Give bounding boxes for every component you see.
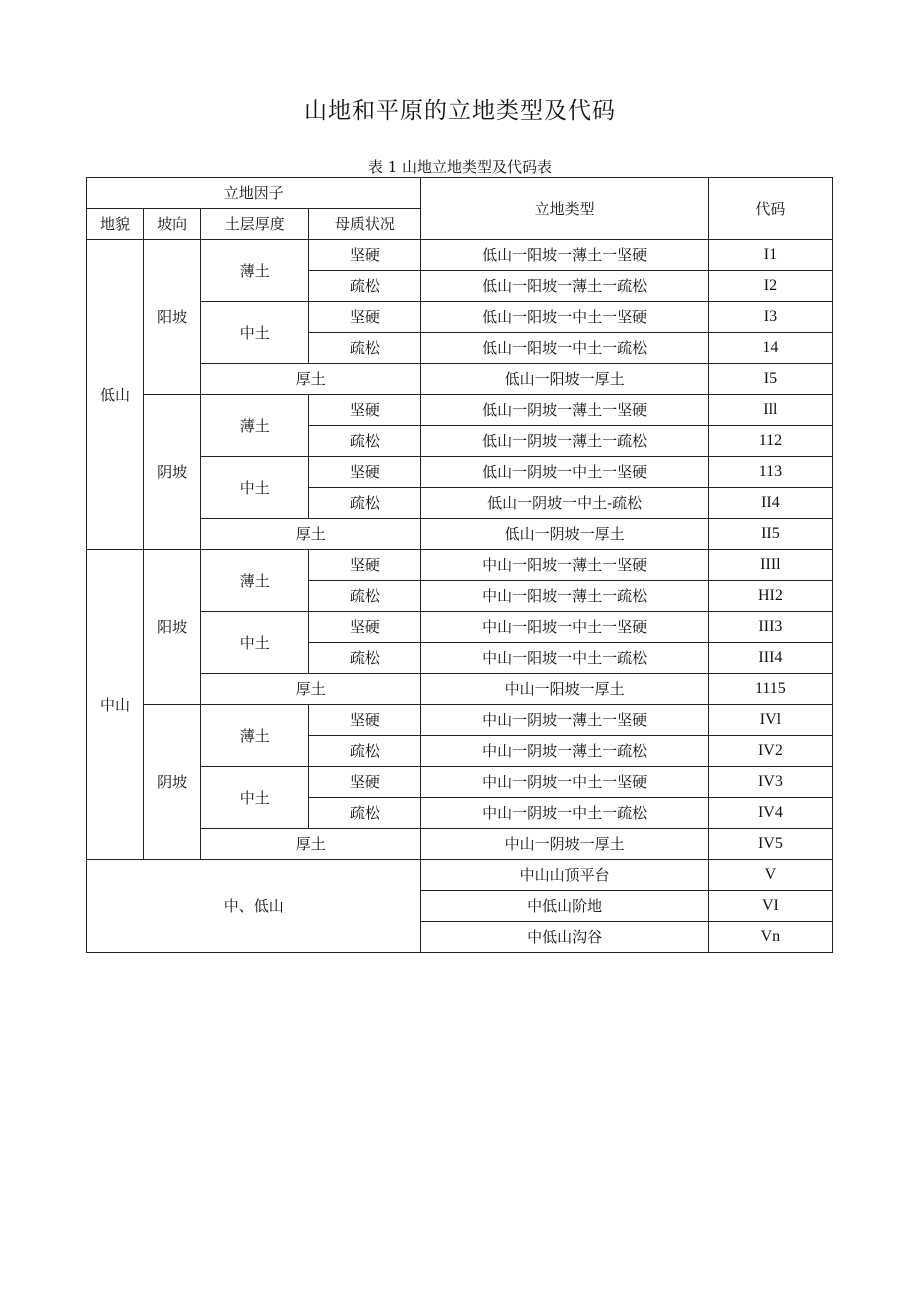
soil-depth-cell: 薄土 xyxy=(201,705,309,767)
soil-depth-cell: 中土 xyxy=(201,612,309,674)
code-cell: I2 xyxy=(708,271,832,302)
header-parent-material: 母质状况 xyxy=(309,209,421,240)
parent-cell: 坚硬 xyxy=(309,457,421,488)
parent-cell: 坚硬 xyxy=(309,550,421,581)
site-type-cell: 中山一阴坡一中土一疏松 xyxy=(421,798,708,829)
site-type-cell: 低山一阴坡一中土一坚硬 xyxy=(421,457,708,488)
site-type-cell: 中山一阴坡一薄土一疏松 xyxy=(421,736,708,767)
soil-depth-cell: 薄土 xyxy=(201,240,309,302)
slope-cell: 阳坡 xyxy=(144,240,201,395)
site-type-cell: 低山一阳坡一厚土 xyxy=(421,364,708,395)
site-type-cell: 中山一阳坡一薄土一坚硬 xyxy=(421,550,708,581)
parent-cell: 疏松 xyxy=(309,271,421,302)
code-cell: 14 xyxy=(708,333,832,364)
code-cell: 113 xyxy=(708,457,832,488)
header-site-type: 立地类型 xyxy=(421,178,708,240)
code-cell: III4 xyxy=(708,643,832,674)
site-type-cell: 中山一阳坡一中土一坚硬 xyxy=(421,612,708,643)
parent-cell: 坚硬 xyxy=(309,612,421,643)
parent-cell: 疏松 xyxy=(309,488,421,519)
parent-cell: 坚硬 xyxy=(309,705,421,736)
site-type-table xyxy=(86,177,833,953)
table-row xyxy=(87,550,833,581)
site-type-cell: 中山山顶平台 xyxy=(421,860,708,891)
landform-cell: 低山 xyxy=(87,240,144,550)
table-caption: 表 1 山地立地类型及代码表 xyxy=(367,158,553,176)
site-type-cell: 低山一阴坡一中土-疏松 xyxy=(421,488,708,519)
site-type-cell: 低山一阴坡一薄土一坚硬 xyxy=(421,395,708,426)
code-cell: IV3 xyxy=(708,767,832,798)
site-type-cell: 低山一阴坡一薄土一疏松 xyxy=(421,426,708,457)
site-type-cell: 低山一阳坡一薄土一疏松 xyxy=(421,271,708,302)
soil-depth-cell: 薄土 xyxy=(201,395,309,457)
site-type-cell: 中低山阶地 xyxy=(421,891,708,922)
code-cell: II5 xyxy=(708,519,832,550)
code-cell: V xyxy=(708,860,832,891)
header-soil-depth: 土层厚度 xyxy=(201,209,309,240)
page-title: 山地和平原的立地类型及代码 xyxy=(304,98,616,124)
soil-depth-cell: 中土 xyxy=(201,302,309,364)
code-cell: I5 xyxy=(708,364,832,395)
code-cell: VI xyxy=(708,891,832,922)
site-type-cell: 低山一阳坡一中土一坚硬 xyxy=(421,302,708,333)
code-cell: IVl xyxy=(708,705,832,736)
code-cell: HI2 xyxy=(708,581,832,612)
code-cell: IV5 xyxy=(708,829,832,860)
parent-cell: 疏松 xyxy=(309,333,421,364)
site-type-cell: 中山一阳坡一中土一疏松 xyxy=(421,643,708,674)
table-row xyxy=(87,395,833,426)
parent-cell: 坚硬 xyxy=(309,240,421,271)
table-row xyxy=(87,240,833,271)
site-type-cell: 中低山沟谷 xyxy=(421,922,708,953)
landform-cell: 中、低山 xyxy=(87,860,421,953)
site-type-cell: 低山一阴坡一厚土 xyxy=(421,519,708,550)
header-site-factors: 立地因子 xyxy=(87,178,421,209)
code-cell: III3 xyxy=(708,612,832,643)
slope-cell: 阳坡 xyxy=(144,550,201,705)
table-row xyxy=(87,705,833,736)
code-cell: IV2 xyxy=(708,736,832,767)
parent-cell: 坚硬 xyxy=(309,395,421,426)
site-type-cell: 低山一阳坡一薄土一坚硬 xyxy=(421,240,708,271)
parent-cell: 疏松 xyxy=(309,643,421,674)
soil-depth-cell: 薄土 xyxy=(201,550,309,612)
site-type-cell: 中山一阳坡一薄土一疏松 xyxy=(421,581,708,612)
soil-depth-cell: 厚土 xyxy=(201,519,421,550)
soil-depth-cell: 厚土 xyxy=(201,364,421,395)
soil-depth-cell: 厚土 xyxy=(201,674,421,705)
header-landform: 地貌 xyxy=(87,209,144,240)
code-cell: IIIl xyxy=(708,550,832,581)
code-cell: II4 xyxy=(708,488,832,519)
site-type-cell: 低山一阳坡一中土一疏松 xyxy=(421,333,708,364)
soil-depth-cell: 中土 xyxy=(201,457,309,519)
soil-depth-cell: 中土 xyxy=(201,767,309,829)
header-row-1 xyxy=(87,178,833,209)
parent-cell: 疏松 xyxy=(309,426,421,457)
parent-cell: 坚硬 xyxy=(309,302,421,333)
slope-cell: 阴坡 xyxy=(144,395,201,550)
header-code: 代码 xyxy=(708,178,832,240)
parent-cell: 坚硬 xyxy=(309,767,421,798)
site-type-cell: 中山一阴坡一中土一坚硬 xyxy=(421,767,708,798)
code-cell: IV4 xyxy=(708,798,832,829)
code-cell: 112 xyxy=(708,426,832,457)
parent-cell: 疏松 xyxy=(309,736,421,767)
table-row xyxy=(87,860,833,891)
code-cell: Vn xyxy=(708,922,832,953)
parent-cell: 疏松 xyxy=(309,798,421,829)
site-type-cell: 中山一阴坡一厚土 xyxy=(421,829,708,860)
code-cell: 1115 xyxy=(708,674,832,705)
landform-cell: 中山 xyxy=(87,550,144,860)
soil-depth-cell: 厚土 xyxy=(201,829,421,860)
site-type-cell: 中山一阳坡一厚土 xyxy=(421,674,708,705)
site-type-cell: 中山一阴坡一薄土一坚硬 xyxy=(421,705,708,736)
code-cell: Ill xyxy=(708,395,832,426)
code-cell: I3 xyxy=(708,302,832,333)
code-cell: I1 xyxy=(708,240,832,271)
slope-cell: 阴坡 xyxy=(144,705,201,860)
header-slope: 坡向 xyxy=(144,209,201,240)
parent-cell: 疏松 xyxy=(309,581,421,612)
